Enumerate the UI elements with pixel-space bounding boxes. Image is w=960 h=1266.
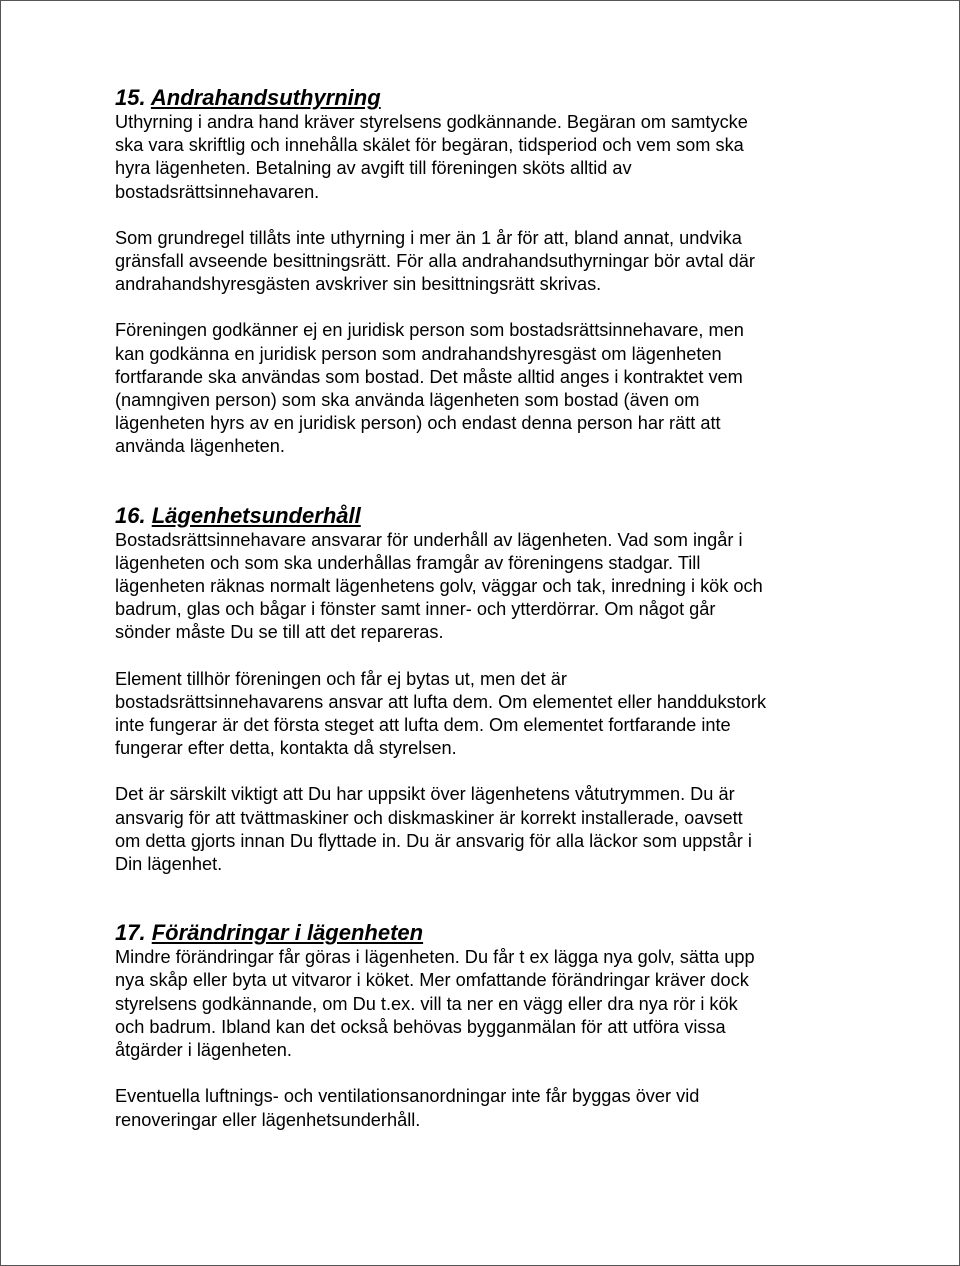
section-17 (115, 920, 855, 1131)
text-line: lägenheten räknas normalt lägenhetens golv, väggar och tak, inredning i kök och (115, 576, 763, 597)
text-line: Element tillhör föreningen och får ej bytas ut, men det är (115, 668, 567, 689)
text-line: ansvarig för att tvättmaskiner och diskmaskiner är korrekt installerade, oavsett (115, 807, 743, 828)
paragraph (115, 227, 855, 297)
text-line: badrum, glas och bågar i fönster samt inner- och ytterdörrar. Om något går (115, 599, 716, 620)
text-line: åtgärder i lägenheten. (115, 1040, 292, 1061)
text-line: ska vara skriftlig och innehålla skälet för begäran, tidsperiod och vem som ska (115, 135, 744, 156)
document-body (115, 85, 855, 1132)
text-line: lägenheten och som ska underhållas framgår av föreningens stadgar. Till (115, 552, 701, 573)
section-heading (115, 920, 855, 946)
paragraph (115, 1085, 855, 1131)
text-line: Eventuella luftnings- och ventilationsanordningar inte får byggas över vid (115, 1086, 700, 1107)
section-16 (115, 503, 855, 877)
text-line: (namngiven person) som ska använda lägenheten som bostad (även om (115, 390, 700, 411)
section-heading (115, 85, 855, 111)
text-line: Mindre förändringar får göras i lägenheten. Du får t ex lägga nya golv, sätta upp (115, 947, 755, 968)
text-line: hyra lägenheten. Betalning av avgift till föreningen sköts alltid av (115, 158, 632, 179)
section-heading (115, 503, 855, 529)
text-line: Det är särskilt viktigt att Du har uppsikt över lägenhetens våtutrymmen. Du är (115, 784, 735, 805)
text-line: och badrum. Ibland kan det också behövas bygganmälan för att utföra vissa (115, 1016, 726, 1037)
text-line: gränsfall avseende besittningsrätt. För alla andrahandsuthyrningar bör avtal där (115, 251, 755, 272)
text-line: renoveringar eller lägenhetsunderhåll. (115, 1109, 421, 1130)
text-line: sönder måste Du se till att det repareras. (115, 622, 444, 643)
section-15 (115, 85, 855, 459)
text-line: lägenheten hyrs av en juridisk person) och endast denna person har rätt att (115, 413, 721, 434)
paragraph (115, 668, 855, 761)
text-line: Uthyrning i andra hand kräver styrelsens godkännande. Begäran om samtycke (115, 112, 748, 132)
section-number: 16. (115, 502, 146, 528)
text-line: fungerar efter detta, kontakta då styrelsen. (115, 738, 457, 759)
text-line: bostadsrättsinnehavarens ansvar att lufta dem. Om elementet eller handdukstork (115, 691, 767, 712)
text-line: Som grundregel tillåts inte uthyrning i mer än 1 år för att, bland annat, undvika (115, 227, 742, 248)
text-line: kan godkänna en juridisk person som andrahandshyresgäst om lägenheten (115, 343, 722, 364)
paragraph (115, 783, 855, 876)
text-line: bostadsrättsinnehavaren. (115, 181, 320, 202)
text-line: om detta gjorts innan Du flyttade in. Du är ansvarig för alla läckor som uppstår i (115, 830, 752, 851)
text-line: Din lägenhet. (115, 854, 223, 875)
text-line: Bostadsrättsinnehavare ansvarar för underhåll av lägenheten. Vad som ingår i (115, 529, 743, 550)
section-number: 17. (115, 920, 146, 946)
paragraph (115, 319, 855, 458)
section-title: Lägenhetsunderhåll (151, 502, 361, 528)
section-spacer (115, 876, 855, 920)
text-line: fortfarande ska användas som bostad. Det måste alltid anges i kontraktet vem (115, 366, 743, 387)
section-spacer (115, 459, 855, 503)
text-line: Föreningen godkänner ej en juridisk person som bostadsrättsinnehavare, men (115, 320, 744, 341)
text-line: andrahandshyresgästen avskriver sin besittningsrätt skrivas. (115, 274, 602, 295)
text-line: nya skåp eller byta ut vitvaror i köket. Mer omfattande förändringar kräver dock (115, 970, 749, 991)
text-line: styrelsens godkännande, om Du t.ex. vill ta ner en vägg eller dra nya rör i kök (115, 993, 738, 1014)
text-line: använda lägenheten. (115, 436, 285, 457)
paragraph (115, 529, 855, 645)
text-line: inte fungerar är det första steget att lufta dem. Om elementet fortfarande inte (115, 715, 731, 736)
section-title: Förändringar i lägenheten (151, 920, 424, 946)
section-title: Andrahandsuthyrning (150, 85, 381, 110)
paragraph (115, 946, 855, 1062)
section-number: 15. (115, 85, 146, 110)
paragraph (115, 111, 855, 204)
